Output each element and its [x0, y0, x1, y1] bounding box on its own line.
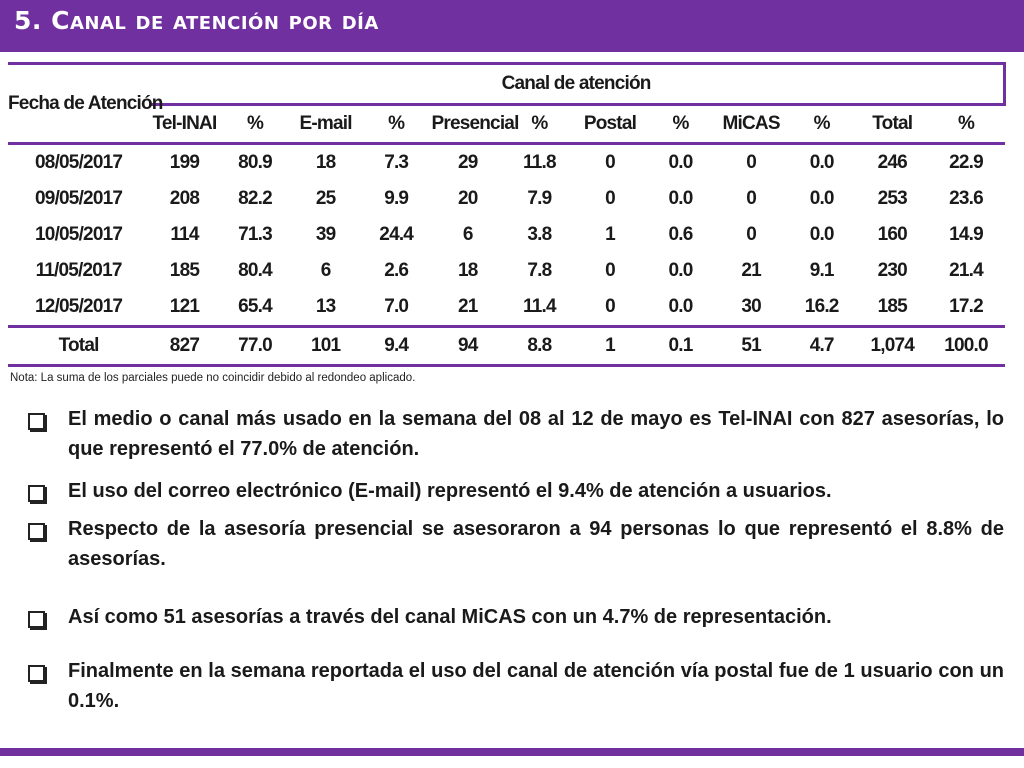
table-cell: 101 [290, 327, 361, 366]
header-canal-group: Canal de atención [149, 64, 1004, 105]
table-cell: 30 [741, 296, 761, 317]
table-cell: 21 [458, 296, 478, 317]
cell-fecha: 10/05/2017 [35, 224, 123, 245]
table-cell: 185 [877, 296, 907, 317]
table-cell: 6 [320, 260, 331, 281]
table-cell: 0 [746, 152, 756, 173]
footer-bar [0, 748, 1024, 756]
table-cell: 7.0 [384, 296, 409, 317]
table-cell: 16.2 [804, 296, 839, 317]
table-cell: 21.4 [949, 260, 983, 281]
table-cell: 17.2 [949, 296, 983, 317]
checkbox-bullet-icon [28, 523, 45, 540]
col-header-pct: % [928, 105, 1005, 144]
col-header-presencial: Presencial [431, 105, 504, 144]
table-cell: 0.1 [645, 327, 716, 366]
table-row [8, 181, 1005, 217]
table-cell: 11.4 [523, 296, 556, 317]
table-cell: 0.0 [809, 224, 834, 245]
table-cell: 7.3 [384, 152, 409, 173]
table-note: Nota: La suma de los parciales puede no coincidir debido al redondeo aplicado. [10, 372, 416, 384]
table-cell: 208 [169, 188, 200, 209]
table-cell: 0 [605, 188, 615, 209]
table-cell: 29 [458, 152, 478, 173]
table-cell: 2.6 [384, 260, 409, 281]
table-cell: 114 [170, 224, 199, 245]
table-cell: 0.0 [668, 260, 693, 281]
table-cell: 77.0 [220, 327, 291, 366]
table-cell: 0.0 [809, 188, 834, 209]
table-cell: 827 [149, 327, 220, 366]
checkbox-bullet-icon [28, 485, 45, 502]
table-cell: 9.9 [384, 188, 409, 209]
bullet-text: El uso del correo electrónico (E-mail) representó el 9.4% de atención a usuarios. [68, 480, 832, 502]
bullet-text: Respecto de la asesoría presencial se asesoraron a 94 personas lo que representó el 8.8% de asesorías. [68, 518, 1004, 570]
table-row [8, 289, 1005, 327]
table-cell: 246 [877, 152, 907, 173]
bullet-list [26, 404, 1004, 716]
checkbox-bullet-icon [28, 611, 45, 628]
bullet-item [26, 404, 1004, 464]
table-cell: 0 [605, 296, 615, 317]
col-header-email: E-mail [290, 105, 361, 144]
table-row [8, 144, 1005, 182]
table-cell: 25 [315, 188, 336, 209]
checkbox-bullet-icon [28, 413, 45, 430]
table-cell: 71.3 [238, 224, 272, 245]
col-header-micas: MiCAS [716, 105, 787, 144]
col-header-pct: % [645, 105, 716, 144]
table-cell: 9.1 [809, 260, 834, 281]
cell-fecha: 12/05/2017 [35, 296, 123, 317]
col-header-pct: % [220, 105, 291, 144]
table-cell: 9.4 [361, 327, 432, 366]
header-bar [0, 0, 1024, 52]
bullet-item [26, 602, 1004, 632]
table-cell: 0 [605, 260, 615, 281]
page-title: 5. Canal de atención por día [14, 6, 379, 35]
header-fecha: Fecha de Atención [8, 64, 149, 144]
table-cell: 1 [605, 224, 615, 245]
table-cell: 82.2 [238, 188, 272, 209]
channel-table [8, 62, 1006, 367]
table-cell: 39 [315, 224, 336, 245]
col-header-postal: Postal [575, 105, 646, 144]
table-cell: 11.8 [523, 152, 556, 173]
table-cell: 20 [458, 188, 478, 209]
bullet-item [26, 476, 1004, 506]
bullet-item [26, 514, 1004, 574]
col-header-pct: % [361, 105, 432, 144]
table-cell: 185 [169, 260, 200, 281]
table-cell: 0 [605, 152, 615, 173]
table-cell: 18 [315, 152, 336, 173]
table-total-row [8, 327, 1005, 366]
table-cell: 21 [741, 260, 761, 281]
table-cell: 7.9 [527, 188, 552, 209]
table-cell: 18 [458, 260, 478, 281]
cell-fecha: 08/05/2017 [35, 152, 123, 173]
table-cell: 80.9 [238, 152, 272, 173]
bullet-text: Finalmente en la semana reportada el uso del canal de atención vía postal fue de 1 usuario con un 0.1%. [68, 660, 1004, 712]
col-header-tel-inai: Tel-INAI [149, 105, 220, 144]
table-header-group-row [8, 64, 1005, 105]
table-cell: 230 [877, 260, 907, 281]
table-cell: 121 [169, 296, 200, 317]
table-cell: 23.6 [949, 188, 983, 209]
table-cell: 94 [431, 327, 504, 366]
table-cell: 3.8 [527, 224, 552, 245]
table-row [8, 253, 1005, 289]
checkbox-bullet-icon [28, 665, 45, 682]
table-cell: 24.4 [379, 224, 414, 245]
table-cell: 14.9 [949, 224, 983, 245]
table-cell: 1 [575, 327, 646, 366]
table-cell: 51 [716, 327, 787, 366]
table-cell: 6 [462, 224, 473, 245]
table-cell: 22.9 [949, 152, 983, 173]
table-cell: 80.4 [238, 260, 272, 281]
table-cell: 253 [877, 188, 907, 209]
table-cell: 160 [877, 224, 907, 245]
table-body [8, 144, 1005, 366]
table-cell: 0.0 [668, 188, 693, 209]
table-cell: 7.8 [527, 260, 552, 281]
table-cell: 65.4 [238, 296, 272, 317]
bullet-text: El medio o canal más usado en la semana del 08 al 12 de mayo es Tel-INAI con 827 asesorías, lo que representó el 77.0% de atención. [68, 408, 1004, 460]
table-cell: 8.8 [504, 327, 575, 366]
table-container [8, 62, 1006, 367]
col-header-total: Total [857, 105, 928, 144]
table-cell: 0 [746, 224, 756, 245]
table-cell: 0 [746, 188, 756, 209]
table-cell: 100.0 [928, 327, 1005, 366]
cell-fecha: 11/05/2017 [35, 260, 122, 281]
cell-total-label: Total [8, 327, 149, 366]
table-cell: 0.0 [809, 152, 834, 173]
col-header-pct: % [504, 105, 575, 144]
table-cell: 0.0 [668, 152, 693, 173]
table-cell: 0.0 [668, 296, 693, 317]
table-cell: 0.6 [668, 224, 693, 245]
col-header-pct: % [786, 105, 857, 144]
table-cell: 1,074 [857, 327, 928, 366]
table-row [8, 217, 1005, 253]
table-cell: 4.7 [786, 327, 857, 366]
cell-fecha: 09/05/2017 [35, 188, 123, 209]
table-cell: 13 [315, 296, 336, 317]
bullet-item [26, 656, 1004, 716]
bullet-text: Así como 51 asesorías a través del canal MiCAS con un 4.7% de representación. [68, 606, 832, 628]
table-cell: 199 [169, 152, 200, 173]
